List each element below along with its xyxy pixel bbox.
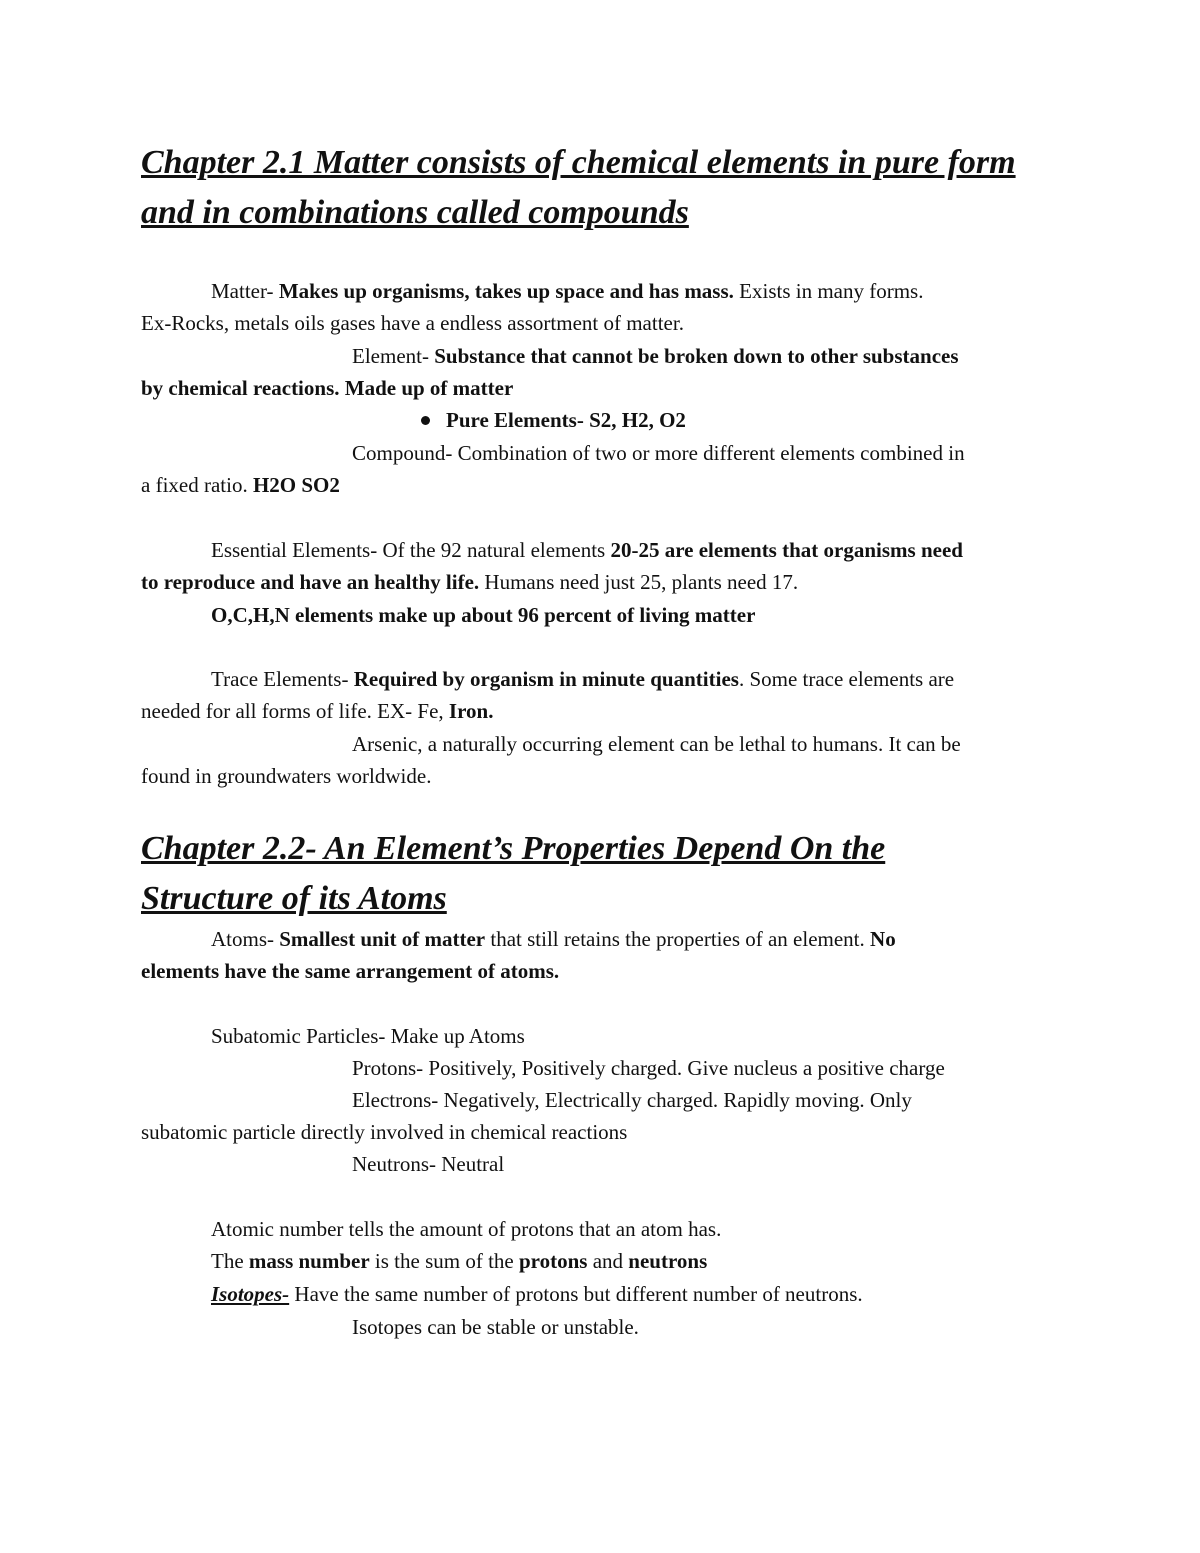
bullet-icon [421,416,430,425]
essential-term: Essential Elements- Of the 92 natural elements [211,538,611,562]
mass-pre: The [211,1249,249,1273]
atoms-rest: that still retains the properties of an element. [485,927,871,951]
arsenic-line2: found in groundwaters worldwide. [141,764,432,788]
element-line [352,340,959,372]
electrons-line2: subatomic particle directly involved in chemical reactions [141,1120,628,1144]
trace-bold: Required by organism in minute quantities [353,667,739,691]
matter-example: Ex-Rocks, metals oils gases have a endless assortment of matter. [141,311,684,335]
trace-rest: . Some trace elements are [738,667,955,691]
compound-line2 [141,469,340,501]
chapter-2-2-heading-line2: Structure of its Atoms [141,880,447,917]
matter-definition: Makes up organisms, takes up space and has mass. [278,279,734,303]
element-definition: Substance that cannot be broken down to other substances [434,344,959,368]
atoms-no: No [870,927,896,951]
essential-bold-cont: to reproduce and have an healthy life. [141,570,480,594]
isotopes-line [211,1278,863,1310]
matter-term: Matter- [211,279,279,303]
matter-line [211,275,923,307]
isotopes-rest: Have the same number of protons but different number of neutrons. [289,1282,863,1306]
mass-number-bold: mass number [248,1249,370,1273]
trace-example: needed for all forms of life. EX- Fe, [141,699,449,723]
atoms-line2: elements have the same arrangement of atoms. [141,959,560,983]
mass-mid: is the sum of the [369,1249,519,1273]
mass-and: and [587,1249,629,1273]
atomic-number-line: Atomic number tells the amount of protons that an atom has. [211,1217,722,1241]
pure-elements-bullet [421,404,686,436]
compound-line: Compound- Combination of two or more different elements combined in [352,441,965,465]
neutrons-bold: neutrons [628,1249,708,1273]
essential-rest: Humans need just 25, plants need 17. [479,570,799,594]
arsenic-line: Arsenic, a naturally occurring element can be lethal to humans. It can be [352,732,961,756]
pure-elements-text: Pure Elements- S2, H2, O2 [446,408,686,432]
atoms-term: Atoms- [211,927,280,951]
isotopes-line2: Isotopes can be stable or unstable. [352,1315,639,1339]
protons-line: Protons- Positively, Positively charged. Give nucleus a positive charge [352,1056,945,1080]
trace-line [211,663,954,695]
essential-line2 [141,566,798,598]
element-definition-cont: by chemical reactions. Made up of matter [141,376,514,400]
essential-line [211,534,963,566]
matter-rest: Exists in many forms. [733,279,924,303]
essential-bold: 20-25 are elements that organisms need [610,538,963,562]
ochn-line: O,C,H,N elements make up about 96 percent of living matter [211,603,756,627]
chapter-2-1-heading-line1: Chapter 2.1 Matter consists of chemical elements in pure form [141,144,1016,181]
trace-iron: Iron. [448,699,494,723]
atoms-line [211,923,896,955]
compound-examples: H2O SO2 [252,473,340,497]
subatomic-line: Subatomic Particles- Make up Atoms [211,1024,525,1048]
isotopes-term: Isotopes- [211,1282,290,1306]
trace-term: Trace Elements- [211,667,354,691]
mass-number-line [211,1245,707,1277]
atoms-bold: Smallest unit of matter [279,927,486,951]
element-term: Element- [352,344,435,368]
trace-line2 [141,695,493,727]
neutrons-line: Neutrons- Neutral [352,1152,505,1176]
compound-ratio: a fixed ratio. [141,473,253,497]
protons-bold: protons [519,1249,588,1273]
chapter-2-1-heading-line2: and in combinations called compounds [141,194,689,231]
electrons-line: Electrons- Negatively, Electrically charged. Rapidly moving. Only [352,1088,912,1112]
chapter-2-2-heading-line1: Chapter 2.2- An Element’s Properties Depend On the [141,830,886,867]
